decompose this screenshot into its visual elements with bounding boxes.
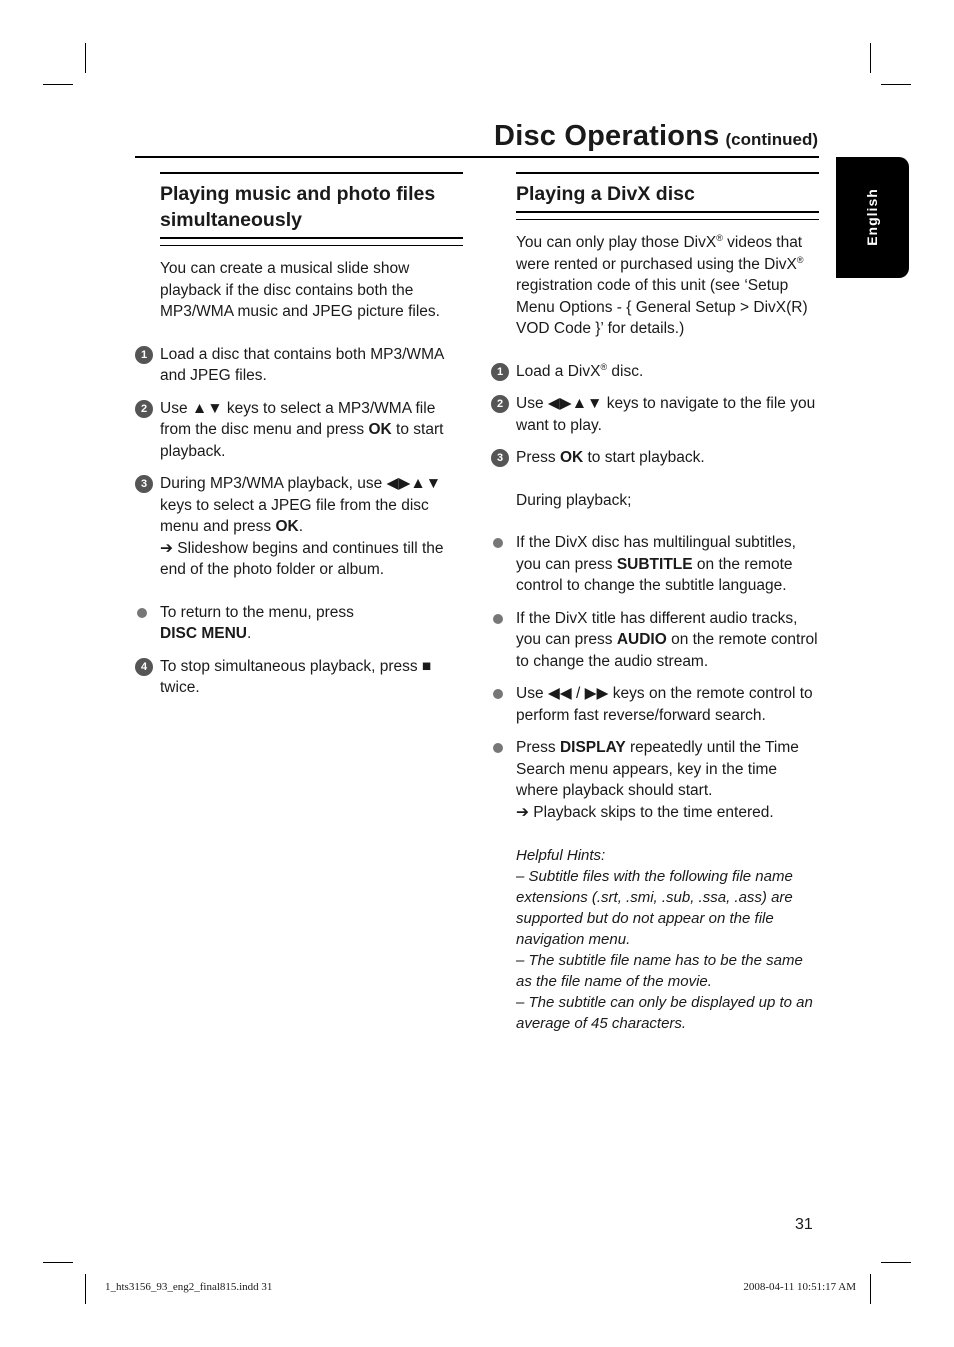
key-label: OK [559, 449, 584, 466]
key-label: DISPLAY [559, 739, 626, 756]
right-column [491, 172, 821, 1034]
step-item [491, 361, 821, 383]
crop-mark [870, 43, 871, 73]
registered-mark: ® [796, 254, 804, 265]
step-item [491, 393, 821, 436]
helpful-hints [516, 845, 821, 1034]
hint-item: – The subtitle file name has to be the same as the file name of the movie. [516, 952, 803, 990]
hint-item: – Subtitle files with the following file name extensions (.srt, .smi, .sub, .ssa, .ass) are supported but do not appear on the file navigation menu. [516, 868, 793, 948]
key-label: OK [368, 421, 392, 438]
step-text: Use ◀▶▲▼ keys to navigate to the file you want to play. [516, 395, 816, 434]
bullet-icon [137, 608, 147, 618]
page-title-continued: (continued) [725, 130, 818, 149]
page-title-main: Disc Operations [494, 120, 720, 152]
bullet-item [491, 683, 821, 726]
key-label: DISC MENU [160, 625, 247, 642]
step-number-icon: 1 [491, 363, 509, 381]
bullet-text: repeatedly until the Time Search menu appears, key in the time where playback should start. [516, 739, 799, 799]
bullet-text: on the remote control to change the audio stream. [516, 631, 818, 670]
left-column [135, 172, 465, 699]
bullet-text: If the DivX title has different audio tracks, you can press [516, 609, 798, 648]
crop-mark [870, 1274, 871, 1304]
bullet-item [491, 532, 821, 597]
step-text: disc. [607, 362, 644, 380]
key-label: AUDIO [616, 631, 667, 648]
section-heading-divx: Playing a DivX disc [516, 172, 819, 213]
step-number-icon: 2 [491, 395, 509, 413]
step-item [491, 447, 821, 469]
bullet-item [491, 608, 821, 673]
bullet-item [135, 602, 465, 645]
bullet-item [491, 737, 821, 823]
footer-file-name: 1_hts3156_93_eng2_final815.indd 31 [105, 1281, 273, 1293]
footer-timestamp: 2008-04-11 10:51:17 AM [743, 1281, 856, 1293]
registered-mark: ® [600, 361, 608, 372]
bullet-icon [493, 538, 503, 548]
language-tab [836, 157, 909, 278]
bullet-text: Press [516, 739, 560, 756]
registered-mark: ® [716, 232, 723, 243]
crop-mark [881, 84, 911, 85]
step-text: Press [516, 449, 560, 466]
step-number-icon: 3 [135, 475, 153, 493]
bullet-text: To return to the menu, press [160, 603, 354, 621]
bullet-result: ➔ Playback skips to the time entered. [516, 803, 774, 821]
step-text: . [298, 518, 304, 535]
step-item [135, 656, 465, 699]
intro-text: You can only play those DivX [516, 234, 717, 251]
step-item [135, 344, 465, 387]
key-label: OK [275, 518, 299, 535]
crop-mark [43, 84, 73, 85]
header-rule [135, 156, 819, 158]
hints-title: Helpful Hints: [516, 847, 606, 864]
bullet-text: If the DivX disc has multilingual subtitles, you can press [516, 534, 796, 573]
step-item [135, 473, 465, 581]
section-heading-music-photo: Playing music and photo files simultaneously [160, 172, 463, 239]
bullet-text: Use ◀◀ / ▶▶ keys on the remote control to perform fast reverse/forward search. [516, 685, 813, 724]
key-label: SUBTITLE [616, 555, 693, 573]
intro-text: registration code of this unit (see ‘Setup Menu Options - { General Setup > DivX(R) VOD Code }’ for details.) [516, 277, 808, 337]
hint-item: – The subtitle can only be displayed up to an average of 45 characters. [516, 994, 813, 1032]
crop-mark [85, 1274, 86, 1304]
step-number-icon: 2 [135, 400, 153, 418]
section-intro: You can create a musical slide show playback if the disc contains both the MP3/WMA music and JPEG picture files. [160, 260, 440, 320]
step-result: ➔ Slideshow begins and continues till the end of the photo folder or album. [160, 539, 444, 578]
step-text: to start playback. [160, 421, 444, 460]
intro-text: videos that were rented or purchased using the DivX [516, 234, 803, 273]
section-intro [516, 232, 821, 340]
bullet-text: . [246, 625, 252, 642]
bullet-icon [493, 614, 503, 624]
step-text: Load a disc that contains both MP3/WMA and JPEG files. [160, 345, 444, 384]
step-number-icon: 1 [135, 346, 153, 364]
step-number-icon: 3 [491, 449, 509, 467]
step-number-icon: 4 [135, 658, 153, 676]
step-text: Load a DivX [516, 362, 601, 380]
crop-mark [43, 1262, 73, 1263]
bullet-icon [493, 743, 503, 753]
page-title [494, 116, 818, 161]
step-item [135, 398, 465, 463]
during-playback-label: During playback; [516, 491, 632, 509]
page-number: 31 [795, 1216, 813, 1233]
bullet-text: on the remote control to change the subtitle language. [516, 555, 793, 594]
step-text: Use ▲▼ keys to select a MP3/WMA file from the disc menu and press [160, 399, 436, 438]
language-tab-label: English [864, 188, 880, 246]
step-text: During MP3/WMA playback, use ◀▶▲▼ keys to select a JPEG file from the disc menu and press [160, 475, 442, 535]
step-text: To stop simultaneous playback, press ■ twice. [160, 657, 432, 696]
crop-mark [881, 1262, 911, 1263]
step-text: to start playback. [583, 449, 705, 466]
bullet-icon [493, 689, 503, 699]
crop-mark [85, 43, 86, 73]
